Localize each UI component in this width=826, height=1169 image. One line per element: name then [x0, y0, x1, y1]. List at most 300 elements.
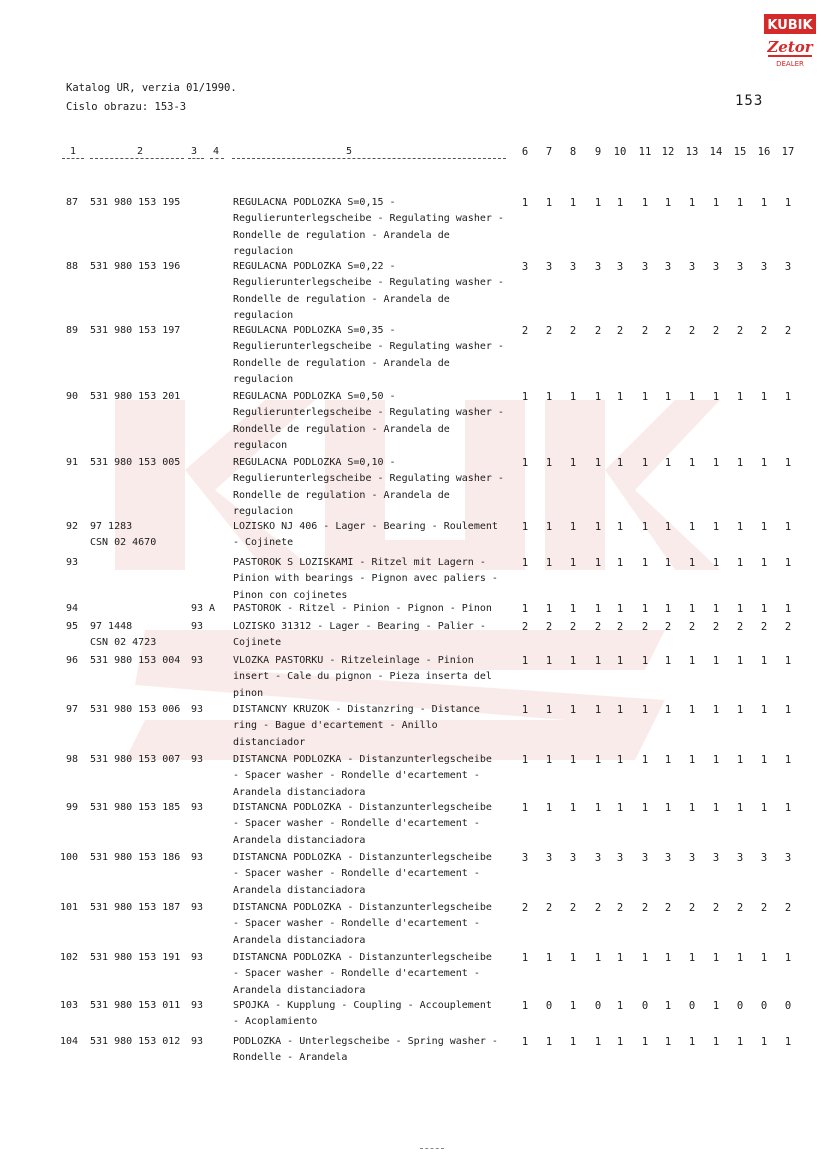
description-line: Arandela distanciadora: [233, 884, 366, 896]
quantity-cell: 3: [760, 852, 768, 864]
quantity-cell: 1: [760, 952, 768, 964]
quantity-column-header: 11: [638, 146, 652, 158]
quantity-cell: 1: [664, 754, 672, 766]
quantity-cell: 1: [616, 802, 624, 814]
quantity-cell: 1: [521, 802, 529, 814]
page-number: 153: [735, 93, 764, 109]
quantity-cell: 2: [688, 621, 696, 633]
assembly-reference: 93: [191, 952, 204, 963]
column-rule: [188, 158, 204, 159]
quantity-cell: 0: [688, 1000, 696, 1012]
part-number-line: 531 980 153 201: [90, 391, 181, 402]
part-number: [90, 619, 190, 652]
column-head-1: 1: [70, 146, 77, 157]
quantity-cell: 1: [784, 521, 792, 533]
quantity-cell: 1: [641, 952, 649, 964]
quantity-column-header: 15: [733, 146, 747, 158]
quantity-cell: 1: [688, 457, 696, 469]
part-number-line: 531 980 153 011: [90, 1000, 181, 1011]
part-number-line: 531 980 153 004: [90, 655, 181, 666]
quantity-cell: 1: [616, 704, 624, 716]
quantity-cell: 1: [521, 391, 529, 403]
column-rule: [210, 158, 224, 159]
quantity-cell: 1: [569, 754, 577, 766]
quantity-cell: 1: [784, 603, 792, 615]
item-number: 91: [65, 457, 78, 468]
part-number: [90, 195, 190, 211]
description-line: SPOJKA - Kupplung - Coupling - Accouplement: [233, 1000, 492, 1011]
quantity-cell: 1: [760, 802, 768, 814]
quantity-column-header: 13: [685, 146, 699, 158]
quantity-cell: 2: [664, 621, 672, 633]
quantity-cell: 1: [712, 557, 720, 569]
description-line: PODLOZKA - Unterlegscheibe - Spring washer -: [233, 1036, 498, 1047]
quantity-cell: 1: [736, 952, 744, 964]
quantity-cell: 1: [521, 655, 529, 667]
part-number-line: 531 980 153 191: [90, 952, 181, 963]
quantity-cell: 1: [760, 704, 768, 716]
quantity-column-header: 12: [661, 146, 675, 158]
quantity-cell: 1: [760, 655, 768, 667]
kubik-zetor-logo: [764, 14, 816, 70]
quantity-cell: 1: [688, 603, 696, 615]
quantity-cell: 1: [641, 391, 649, 403]
quantity-cell: 1: [760, 1036, 768, 1048]
quantity-cell: 2: [641, 621, 649, 633]
part-number: [90, 900, 190, 916]
description-line: Pinion with bearings - Pignon avec paliers -: [233, 573, 498, 585]
column-rule: [232, 158, 506, 159]
description-line: Regulierunterlegscheibe - Regulating washer -: [233, 407, 504, 419]
quantity-cell: 3: [521, 852, 529, 864]
quantity-cell: 1: [521, 457, 529, 469]
item-number: 90: [65, 391, 78, 402]
description-line: REGULACNA PODLOZKA S=0,50 -: [233, 391, 396, 402]
item-number: 92: [65, 521, 78, 532]
quantity-cell: 1: [736, 521, 744, 533]
quantity-cell: 1: [664, 197, 672, 209]
item-number: 96: [65, 655, 78, 666]
quantity-cell: 1: [545, 655, 553, 667]
quantity-cell: 1: [784, 557, 792, 569]
quantity-cell: 1: [545, 952, 553, 964]
quantity-cell: 1: [664, 802, 672, 814]
quantity-cell: 1: [688, 197, 696, 209]
quantity-cell: 1: [616, 521, 624, 533]
description-line: Rondelle de regulation - Arandela de: [233, 229, 450, 241]
part-number-line: 531 980 153 006: [90, 704, 181, 715]
quantity-cell: 1: [641, 754, 649, 766]
part-description: [233, 601, 518, 617]
quantity-cell: 3: [569, 261, 577, 273]
part-description: [233, 752, 518, 801]
part-number-line: 531 980 153 012: [90, 1036, 181, 1047]
quantity-cell: 1: [736, 655, 744, 667]
quantity-cell: 3: [736, 852, 744, 864]
item-number: 97: [65, 704, 78, 715]
quantity-cell: 1: [688, 754, 696, 766]
quantity-cell: 1: [594, 603, 602, 615]
part-description: [233, 998, 518, 1031]
description-line: DISTANCNA PODLOZKA - Distanzunterlegscheibe: [233, 852, 492, 863]
quantity-cell: 1: [521, 754, 529, 766]
quantity-cell: 1: [569, 1000, 577, 1012]
quantity-cell: 1: [545, 603, 553, 615]
quantity-cell: 1: [760, 603, 768, 615]
part-number: [90, 702, 190, 718]
part-description: [233, 900, 518, 949]
quantity-column-header: 17: [781, 146, 795, 158]
quantity-cell: 1: [712, 521, 720, 533]
footer-mark: [420, 1148, 444, 1149]
quantity-cell: 1: [616, 1036, 624, 1048]
quantity-cell: 1: [521, 557, 529, 569]
part-description: [233, 1034, 518, 1067]
catalog-version: Katalog UR, verzia 01/1990.: [66, 82, 237, 94]
quantity-cell: 1: [760, 457, 768, 469]
quantity-cell: 2: [545, 325, 553, 337]
assembly-reference: 93: [191, 902, 204, 913]
quantity-cell: 2: [521, 325, 529, 337]
description-line: regulacion: [233, 309, 294, 321]
quantity-cell: 1: [594, 802, 602, 814]
quantity-cell: 1: [736, 1036, 744, 1048]
quantity-cell: 1: [569, 603, 577, 615]
quantity-cell: 1: [545, 197, 553, 209]
quantity-cell: 1: [569, 197, 577, 209]
part-description: [233, 950, 518, 999]
quantity-cell: 1: [521, 1000, 529, 1012]
quantity-cell: 1: [569, 655, 577, 667]
description-line: - Spacer washer - Rondelle d'ecartement -: [233, 818, 480, 830]
quantity-cell: 1: [664, 952, 672, 964]
quantity-cell: 1: [545, 1036, 553, 1048]
quantity-cell: 1: [616, 1000, 624, 1012]
description-line: Arandela distanciadora: [233, 786, 366, 798]
quantity-cell: 1: [594, 1036, 602, 1048]
quantity-cell: 1: [664, 603, 672, 615]
quantity-column-header: 16: [757, 146, 771, 158]
part-number: [90, 455, 190, 471]
logo-mid-text: Zetor: [767, 38, 813, 56]
quantity-cell: 1: [521, 521, 529, 533]
quantity-column-header: 6: [521, 146, 529, 158]
quantity-column-header: 9: [594, 146, 602, 158]
quantity-cell: 3: [664, 852, 672, 864]
description-line: Rondelle de regulation - Arandela de: [233, 357, 450, 369]
quantity-cell: 3: [616, 852, 624, 864]
quantity-cell: 3: [641, 852, 649, 864]
quantity-cell: 1: [736, 557, 744, 569]
quantity-cell: 1: [760, 197, 768, 209]
quantity-cell: 1: [736, 391, 744, 403]
quantity-cell: 1: [736, 704, 744, 716]
item-number: 100: [59, 852, 78, 863]
quantity-cell: 1: [594, 197, 602, 209]
quantity-cell: 2: [688, 902, 696, 914]
quantity-cell: 1: [545, 754, 553, 766]
quantity-cell: 3: [688, 852, 696, 864]
column-head-3: 3: [191, 146, 198, 157]
quantity-cell: 3: [664, 261, 672, 273]
quantity-cell: 1: [521, 1036, 529, 1048]
quantity-cell: 1: [784, 704, 792, 716]
part-number-line: 97 1283: [90, 521, 133, 532]
quantity-cell: 1: [594, 557, 602, 569]
part-number: [90, 519, 190, 552]
quantity-cell: 1: [664, 557, 672, 569]
description-line: Pinon con cojinetes: [233, 589, 348, 601]
quantity-cell: 1: [784, 802, 792, 814]
description-line: PASTOROK S LOZISKAMI - Ritzel mit Lagern -: [233, 557, 486, 568]
quantity-cell: 1: [569, 457, 577, 469]
quantity-cell: 1: [664, 391, 672, 403]
description-line: - Spacer washer - Rondelle d'ecartement -: [233, 968, 480, 980]
description-line: - Spacer washer - Rondelle d'ecartement -: [233, 770, 480, 782]
quantity-cell: 2: [712, 325, 720, 337]
quantity-cell: 3: [521, 261, 529, 273]
quantity-cell: 1: [616, 457, 624, 469]
description-line: Rondelle de regulation - Arandela de: [233, 489, 450, 501]
quantity-cell: 1: [641, 557, 649, 569]
description-line: - Spacer washer - Rondelle d'ecartement -: [233, 918, 480, 930]
part-description: [233, 389, 518, 454]
quantity-cell: 1: [784, 457, 792, 469]
quantity-cell: 2: [521, 902, 529, 914]
part-number: [90, 323, 190, 339]
description-line: PASTOROK - Ritzel - Pinion - Pignon - Pinon: [233, 603, 492, 614]
quantity-cell: 1: [641, 457, 649, 469]
quantity-cell: 1: [760, 521, 768, 533]
description-line: DISTANCNY KRUZOK - Distanzring - Distance: [233, 704, 480, 715]
quantity-cell: 2: [616, 902, 624, 914]
quantity-cell: 1: [521, 197, 529, 209]
quantity-cell: 1: [545, 391, 553, 403]
description-line: REGULACNA PODLOZKA S=0,22 -: [233, 261, 396, 272]
quantity-cell: 2: [784, 621, 792, 633]
quantity-cell: 2: [569, 325, 577, 337]
part-description: [233, 519, 518, 552]
quantity-cell: 2: [569, 902, 577, 914]
part-description: [233, 195, 518, 260]
quantity-cell: 1: [545, 802, 553, 814]
quantity-cell: 2: [736, 902, 744, 914]
quantity-cell: 3: [760, 261, 768, 273]
item-number: 87: [65, 197, 78, 208]
item-number: 89: [65, 325, 78, 336]
description-line: regulacion: [233, 373, 294, 385]
part-number-line: 531 980 153 186: [90, 852, 181, 863]
part-description: [233, 555, 518, 604]
item-number: 98: [65, 754, 78, 765]
quantity-cell: 1: [712, 197, 720, 209]
part-description: [233, 850, 518, 899]
quantity-cell: 0: [545, 1000, 553, 1012]
assembly-reference: 93: [191, 704, 204, 715]
quantity-cell: 1: [760, 754, 768, 766]
part-description: [233, 619, 518, 652]
item-number: 103: [59, 1000, 78, 1011]
quantity-cell: 2: [641, 325, 649, 337]
quantity-cell: 1: [641, 1036, 649, 1048]
description-line: DISTANCNA PODLOZKA - Distanzunterlegscheibe: [233, 902, 492, 913]
quantity-cell: 1: [712, 704, 720, 716]
quantity-cell: 2: [664, 902, 672, 914]
quantity-cell: 3: [616, 261, 624, 273]
quantity-cell: 3: [545, 261, 553, 273]
description-line: REGULACNA PODLOZKA S=0,15 -: [233, 197, 396, 208]
quantity-cell: 1: [736, 457, 744, 469]
quantity-cell: 1: [712, 391, 720, 403]
quantity-cell: 2: [736, 325, 744, 337]
item-number: 102: [59, 952, 78, 963]
quantity-cell: 1: [616, 391, 624, 403]
quantity-cell: 3: [712, 852, 720, 864]
quantity-cell: 1: [712, 457, 720, 469]
description-line: pinon: [233, 687, 264, 699]
quantity-cell: 1: [712, 754, 720, 766]
quantity-cell: 1: [712, 802, 720, 814]
description-line: Regulierunterlegscheibe - Regulating washer -: [233, 473, 504, 485]
item-number: 88: [65, 261, 78, 272]
part-number-line: 531 980 153 196: [90, 261, 181, 272]
quantity-cell: 1: [688, 1036, 696, 1048]
assembly-reference: 93: [191, 621, 204, 632]
description-line: regulacion: [233, 505, 294, 517]
quantity-cell: 2: [784, 325, 792, 337]
quantity-cell: 1: [545, 521, 553, 533]
assembly-reference: 93: [191, 852, 204, 863]
quantity-cell: 1: [664, 521, 672, 533]
quantity-cell: 1: [569, 802, 577, 814]
quantity-cell: 1: [569, 521, 577, 533]
quantity-cell: 2: [616, 325, 624, 337]
quantity-cell: 1: [712, 1036, 720, 1048]
description-line: Cojinete: [233, 637, 282, 649]
quantity-cell: 0: [784, 1000, 792, 1012]
quantity-cell: 2: [594, 325, 602, 337]
quantity-cell: 2: [760, 621, 768, 633]
part-number: [90, 555, 190, 571]
description-line: Arandela distanciadora: [233, 834, 366, 846]
quantity-cell: 1: [641, 704, 649, 716]
quantity-cell: 1: [594, 754, 602, 766]
quantity-cell: 2: [545, 621, 553, 633]
quantity-cell: 1: [688, 655, 696, 667]
quantity-cell: 1: [712, 1000, 720, 1012]
quantity-cell: 1: [616, 952, 624, 964]
logo-bottom-text: DEALER: [776, 60, 804, 68]
quantity-cell: 2: [712, 902, 720, 914]
part-number-line: 531 980 153 005: [90, 457, 181, 468]
description-line: regulacion: [233, 245, 294, 257]
figure-number: Cislo obrazu: 153-3: [66, 101, 187, 113]
quantity-cell: 0: [736, 1000, 744, 1012]
quantity-cell: 1: [784, 197, 792, 209]
part-number-line: [90, 601, 190, 617]
quantity-cell: 0: [760, 1000, 768, 1012]
quantity-cell: 3: [736, 261, 744, 273]
part-number: [90, 800, 190, 816]
quantity-cell: 1: [688, 557, 696, 569]
quantity-column-header: 8: [569, 146, 577, 158]
assembly-reference: 93 A: [191, 603, 216, 614]
description-line: DISTANCNA PODLOZKA - Distanzunterlegscheibe: [233, 952, 492, 963]
description-line: Rondelle de regulation - Arandela de: [233, 293, 450, 305]
quantity-cell: 2: [521, 621, 529, 633]
quantity-cell: 3: [784, 261, 792, 273]
quantity-cell: 1: [664, 457, 672, 469]
part-number: [90, 998, 190, 1014]
description-line: DISTANCNA PODLOZKA - Distanzunterlegscheibe: [233, 754, 492, 765]
quantity-cell: 3: [641, 261, 649, 273]
part-number: [90, 653, 190, 669]
description-line: Arandela distanciadora: [233, 984, 366, 996]
quantity-cell: 2: [594, 902, 602, 914]
quantity-cell: 2: [712, 621, 720, 633]
description-line: insert - Cale du pignon - Pieza inserta del: [233, 671, 492, 683]
part-description: [233, 259, 518, 324]
part-number-line: 531 980 153 187: [90, 902, 181, 913]
description-line: REGULACNA PODLOZKA S=0,35 -: [233, 325, 396, 336]
quantity-cell: 1: [569, 952, 577, 964]
quantity-cell: 1: [736, 197, 744, 209]
description-line: - Acoplamiento: [233, 1016, 318, 1028]
assembly-reference: 93: [191, 655, 204, 666]
part-description: [233, 702, 518, 751]
quantity-cell: 1: [712, 655, 720, 667]
part-number-line: 531 980 153 185: [90, 802, 181, 813]
quantity-cell: 1: [521, 603, 529, 615]
quantity-cell: 3: [712, 261, 720, 273]
description-line: - Spacer washer - Rondelle d'ecartement -: [233, 868, 480, 880]
quantity-cell: 1: [616, 603, 624, 615]
quantity-cell: 2: [760, 325, 768, 337]
description-line: Regulierunterlegscheibe - Regulating washer -: [233, 341, 504, 353]
quantity-cell: 1: [784, 391, 792, 403]
column-rule: [62, 158, 84, 159]
quantity-cell: 1: [569, 557, 577, 569]
quantity-cell: 3: [569, 852, 577, 864]
quantity-cell: 1: [616, 754, 624, 766]
part-number: [90, 259, 190, 275]
quantity-cell: 1: [688, 391, 696, 403]
quantity-cell: 1: [784, 952, 792, 964]
item-number: 93: [65, 557, 78, 568]
column-head-2: 2: [137, 146, 144, 157]
quantity-column-header: 14: [709, 146, 723, 158]
item-number: 95: [65, 621, 78, 632]
assembly-reference: 93: [191, 1000, 204, 1011]
quantity-cell: 1: [545, 704, 553, 716]
assembly-reference: 93: [191, 802, 204, 813]
item-number: 101: [59, 902, 78, 913]
part-number: [90, 601, 190, 617]
description-line: regulacon: [233, 439, 288, 451]
quantity-cell: 3: [594, 852, 602, 864]
quantity-cell: 1: [641, 655, 649, 667]
quantity-cell: 1: [545, 457, 553, 469]
quantity-cell: 3: [688, 261, 696, 273]
part-number: [90, 389, 190, 405]
quantity-cell: 3: [545, 852, 553, 864]
quantity-cell: 1: [664, 704, 672, 716]
quantity-cell: 1: [736, 603, 744, 615]
quantity-cell: 1: [616, 655, 624, 667]
quantity-cell: 1: [569, 391, 577, 403]
quantity-cell: 1: [569, 1036, 577, 1048]
quantity-cell: 1: [712, 603, 720, 615]
